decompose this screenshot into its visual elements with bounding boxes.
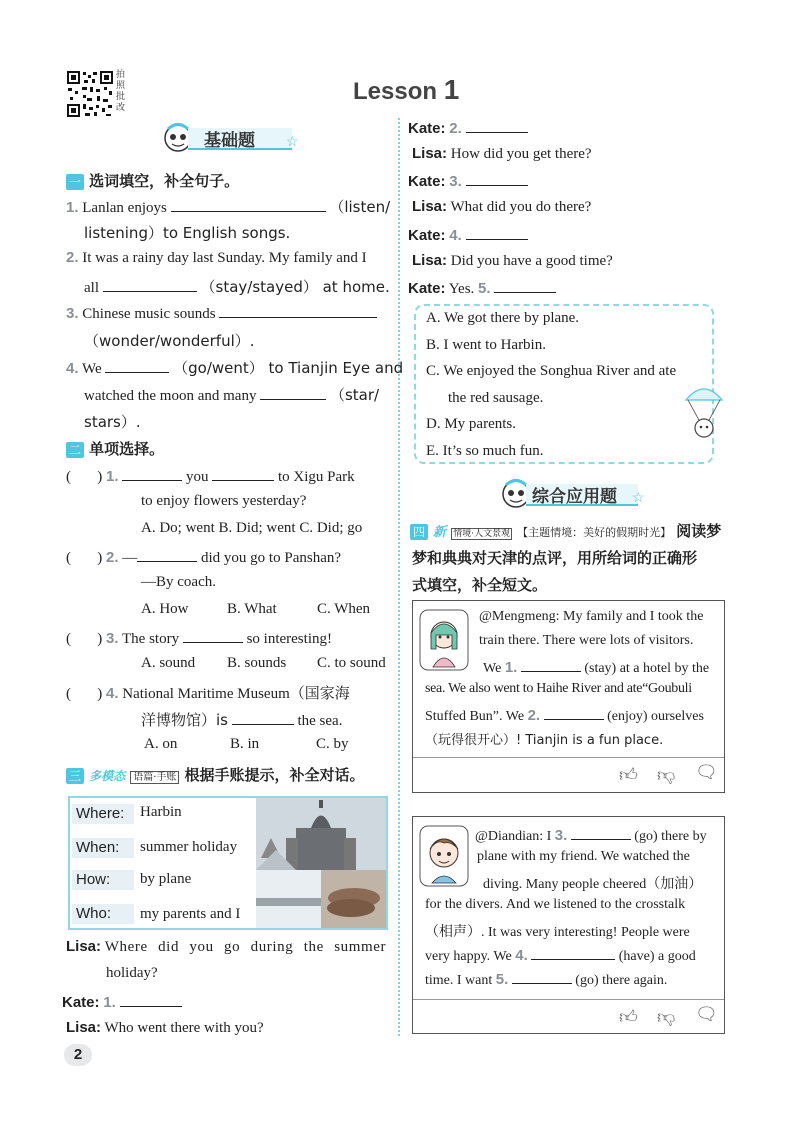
answer-blank[interactable] — [512, 969, 572, 984]
dialogue-line-7: Lisa: What did you do there? — [412, 198, 592, 215]
part3-heading — [66, 764, 365, 785]
p1-q1-line1: 1. Lanlan enjoys （listen/ — [66, 198, 391, 216]
p2-q1-options: A. Do; went B. Did; went C. Did; go — [141, 520, 363, 536]
answer-blank[interactable] — [137, 547, 197, 562]
card1-line2: train there. There were lots of visitors. — [479, 633, 694, 648]
card2-line4: for the divers. And we listened to the crosstalk — [425, 897, 686, 912]
part4-instruction-3: 式填空，补全短文。 — [412, 576, 548, 594]
part1-tag: 一 — [66, 174, 84, 190]
thumbs-up-icon[interactable]: 👍︎ — [619, 765, 638, 786]
answer-blank[interactable] — [232, 710, 294, 725]
comment-icon[interactable]: 🗨︎ — [695, 1004, 718, 1025]
card2-line7: time. I want 5. (go) there again. — [425, 971, 668, 988]
part3-title: 根据手账提示，补全对话。 — [184, 766, 365, 784]
p1-q2-line1: 2. It was a rainy day last Sunday. My family and I — [66, 249, 367, 266]
part4-instruction-1: 阅读梦 — [676, 522, 722, 540]
answer-blank[interactable] — [260, 385, 326, 400]
thumbs-down-icon[interactable]: 👎︎ — [657, 765, 676, 786]
part1-heading — [66, 170, 239, 191]
card2-line5: （相声）. It was very interesting! People were — [425, 925, 690, 940]
harbin-photo — [256, 798, 386, 928]
how-label-chip: How: — [72, 870, 134, 890]
option-c: C. We enjoyed the Songhua River and ate — [426, 363, 677, 379]
who-label-chip: Who: — [72, 904, 134, 924]
review-card-mengmeng — [412, 600, 725, 793]
answer-bracket[interactable]: ( ) — [66, 469, 103, 485]
card1-footer — [413, 757, 724, 793]
option-a: A. We got there by plane. — [426, 310, 580, 326]
card2-line3: diving. Many people cheered（加油） — [483, 877, 703, 892]
dialogue-line-10: Kate: Yes. 5. — [408, 278, 556, 298]
qr-label: 拍照批改 — [116, 70, 126, 113]
theme-text: 【主题情境：美好的假期时光】 — [517, 526, 672, 539]
answer-blank[interactable] — [120, 992, 182, 1007]
dialogue-line-5: Lisa: How did you get there? — [412, 145, 592, 162]
card2-line6: very happy. We 4. (have) a good — [425, 947, 696, 964]
dialogue-line-1b: holiday? — [106, 965, 158, 981]
review-card-diandian — [412, 816, 725, 1034]
part1-title: 选词填空，补全句子。 — [89, 172, 240, 190]
option-c-cont: the red sausage. — [448, 390, 544, 406]
lesson-title-text: Lesson — [353, 78, 438, 105]
p1-q3-line1: 3. Chinese music sounds — [66, 303, 377, 323]
comment-icon[interactable]: 🗨︎ — [695, 762, 718, 783]
p2-q3-line1: ( ) 3. The story so interesting! — [66, 630, 332, 647]
answer-blank[interactable] — [544, 705, 604, 720]
answer-blank[interactable] — [531, 945, 615, 960]
p1-q2-line2: all （stay/stayed） at home. — [84, 278, 390, 296]
p1-q4-line1: 4. We （go/went） to Tianjin Eye and — [66, 359, 404, 377]
part2-tag: 二 — [66, 442, 84, 458]
options-box — [414, 304, 714, 464]
p1-q4-line2: watched the moon and many （star/ — [84, 386, 380, 404]
thumbs-up-icon[interactable]: 👍︎ — [619, 1007, 638, 1028]
option-e: E. It’s so much fun. — [426, 443, 544, 459]
p2-q4-line2: 洋博物馆）is the sea. — [141, 711, 343, 729]
answer-blank[interactable] — [466, 171, 528, 186]
answer-blank[interactable] — [571, 825, 631, 840]
part3-tag: 三 — [66, 768, 84, 784]
multimodal-badge: 多模态 — [89, 769, 126, 783]
dialogue-line-3: Lisa: Who went there with you? — [66, 1019, 264, 1036]
card1-line1: @Mengmeng: My family and I took the — [479, 609, 704, 624]
how-value: by plane — [140, 871, 192, 887]
dialogue-line-9: Lisa: Did you have a good time? — [412, 252, 613, 269]
card1-line3: We 1. (stay) at a hotel by the — [483, 659, 710, 676]
p2-q2-line2: —By coach. — [141, 574, 216, 590]
where-label-chip: Where: — [72, 804, 134, 824]
answer-blank[interactable] — [122, 466, 182, 481]
when-value: summer holiday — [140, 839, 238, 855]
card1-line4: sea. We also went to Haihe River and ate“Goubuli — [425, 681, 692, 696]
where-value: Harbin — [140, 804, 182, 820]
boy-avatar-icon — [419, 825, 469, 887]
notebook-box — [68, 796, 388, 930]
card2-line2: plane with my friend. We watched the — [477, 849, 690, 864]
answer-blank[interactable] — [183, 628, 243, 643]
girl-avatar-icon — [419, 609, 469, 671]
option-b: B. I went to Harbin. — [426, 337, 546, 353]
when-label-chip: When: — [72, 838, 134, 858]
p1-q3-line2: （wonder/wonderful）. — [84, 332, 255, 350]
answer-blank[interactable] — [219, 303, 377, 318]
answer-blank[interactable] — [212, 466, 274, 481]
dialogue-line-8: Kate: 4. — [408, 225, 528, 245]
section-header-comprehensive — [498, 476, 648, 510]
card1-line6: （玩得很开心）! Tianjin is a fun place. — [425, 733, 664, 748]
card2-footer — [413, 999, 724, 1034]
lesson-title — [353, 74, 459, 106]
answer-bracket[interactable]: ( ) — [66, 550, 103, 566]
page-number: 2 — [64, 1044, 92, 1066]
answer-blank[interactable] — [105, 358, 169, 373]
genre-badge: 语篇·手账 — [130, 771, 179, 784]
part2-heading — [66, 438, 164, 459]
section-title-basic: 基础题 — [204, 131, 255, 151]
p2-q1-line2: to enjoy flowers yesterday? — [141, 493, 307, 509]
who-value: my parents and I — [140, 906, 241, 922]
part4-heading — [410, 520, 730, 541]
dialogue-line-2: Kate: 1. — [62, 992, 182, 1012]
answer-blank[interactable] — [494, 278, 556, 293]
section-header-basic — [160, 120, 300, 154]
new-badge: 新 — [433, 525, 447, 540]
part4-instruction-2: 梦和典典对天津的点评，用所给词的正确形 — [412, 549, 698, 567]
star-icon: ☆ — [632, 490, 645, 506]
option-d: D. My parents. — [426, 416, 516, 432]
thumbs-down-icon[interactable]: 👎︎ — [657, 1007, 676, 1028]
p2-q1-line1: ( ) 1. you to Xigu Park — [66, 468, 355, 485]
parachute-mascot-icon — [682, 384, 726, 444]
p1-q1-line2: listening）to English songs. — [84, 224, 291, 242]
lesson-number: 1 — [443, 74, 460, 105]
answer-blank[interactable] — [103, 277, 197, 292]
star-icon: ☆ — [286, 134, 299, 150]
p2-q2-line1: ( ) 2. — did you go to Panshan? — [66, 549, 342, 566]
context-badge: 情境·人文景观 — [453, 529, 511, 539]
card2-line1: @Diandian: I 3. (go) there by — [475, 827, 707, 844]
dialogue-line-1: Lisa: Where did you go during the summer — [66, 938, 387, 955]
answer-blank[interactable] — [466, 118, 528, 133]
answer-bracket[interactable]: ( ) — [66, 631, 103, 647]
column-divider — [398, 118, 400, 1036]
answer-blank[interactable] — [171, 197, 326, 212]
dialogue-line-6: Kate: 3. — [408, 171, 528, 191]
card1-line5: Stuffed Bun”. We 2. (enjoy) ourselves — [425, 707, 704, 724]
p2-q4-line1: ( ) 4. National Maritime Museum（国家海 — [66, 685, 350, 702]
answer-blank[interactable] — [521, 657, 581, 672]
part4-tag: 四 — [410, 524, 428, 540]
p1-q4-line3: stars）. — [84, 413, 141, 431]
answer-blank[interactable] — [466, 225, 528, 240]
answer-bracket[interactable]: ( ) — [66, 686, 103, 702]
dialogue-line-4: Kate: 2. — [408, 118, 528, 138]
section-title-comprehensive: 综合应用题 — [532, 487, 617, 507]
qr-code — [66, 70, 114, 118]
part2-title: 单项选择。 — [89, 440, 165, 458]
